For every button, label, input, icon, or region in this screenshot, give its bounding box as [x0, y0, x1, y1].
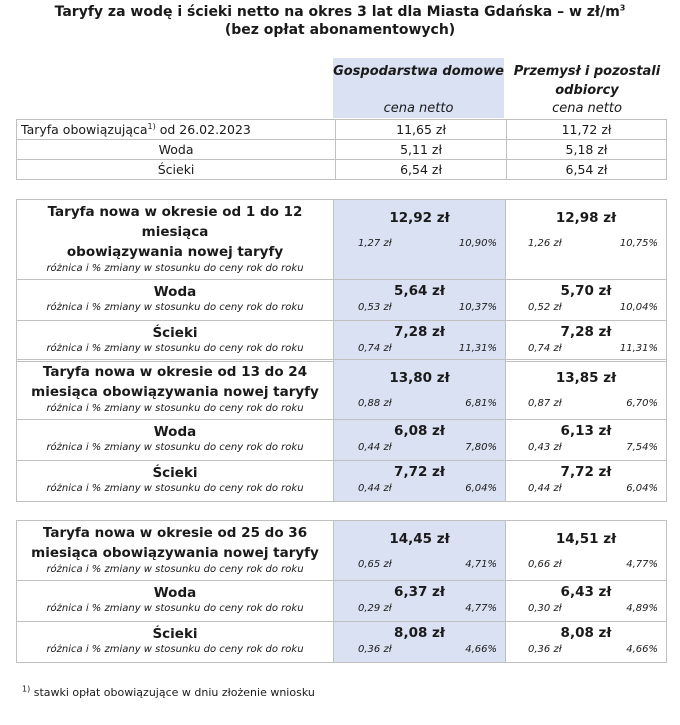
footnote-marker: 1)	[22, 684, 31, 694]
current-tariff-label: Taryfa obowiązująca$^{1)}$ od 26.02.2023	[17, 120, 336, 140]
table-row	[17, 280, 667, 321]
diff-row: 0,65 zł 4,71%	[358, 559, 497, 570]
current-sewage-households: 6,54 zł	[336, 160, 507, 180]
diff-row: 0,43 zł 7,54%	[528, 442, 658, 453]
current-sewage-industry: 6,54 zł	[507, 160, 667, 180]
diff-row: 0,52 zł 10,04%	[528, 302, 658, 313]
sewage-industry: 7,72 zł	[560, 464, 612, 480]
tariff-block-2	[16, 359, 667, 502]
water-households: 6,37 zł	[394, 584, 445, 600]
column-subtitle-households: cena netto	[383, 101, 454, 116]
table-row	[17, 581, 667, 622]
water-households: 6,08 zł	[394, 423, 445, 439]
change-note: różnica i % zmiany w stosunku do ceny rok do roku	[46, 644, 304, 655]
change-note: różnica i % zmiany w stosunku do ceny rok do roku	[46, 603, 304, 614]
diff-row: 0,36 zł 4,66%	[528, 644, 658, 655]
current-sewage-label: Ścieki	[17, 160, 336, 180]
sewage-households: 8,08 zł	[394, 625, 445, 641]
tariff-block-3	[16, 520, 667, 663]
current-water-industry: 5,18 zł	[507, 140, 667, 160]
households-cell	[334, 200, 506, 280]
current-water-label: Woda	[17, 140, 336, 160]
water-industry: 6,43 zł	[560, 584, 612, 600]
change-note: różnica i % zmiany w stosunku do ceny rok do roku	[46, 564, 304, 575]
table-row	[17, 521, 667, 581]
page-title	[0, 4, 680, 20]
column-header-households	[333, 58, 504, 118]
total-households: 14,45 zł	[389, 531, 450, 547]
column-title-industry: Przemysł i pozostali odbiorcy	[513, 64, 661, 98]
total-households: 12,92 zł	[389, 210, 450, 226]
diff-row: 0,66 zł 4,77%	[528, 559, 658, 570]
diff-row: 0,36 zł 4,66%	[358, 644, 497, 655]
diff-row: 0,74 zł 11,31%	[528, 343, 658, 354]
column-header-industry	[507, 58, 667, 118]
change-note: różnica i % zmiany w stosunku do ceny rok do roku	[46, 263, 304, 274]
current-tariff-table	[16, 119, 667, 180]
diff-row: 0,30 zł 4,89%	[528, 603, 658, 614]
diff-row: 0,44 zł 7,80%	[358, 442, 497, 453]
sewage-label: Ścieki	[152, 325, 198, 341]
diff-row: 0,74 zł 11,31%	[358, 343, 497, 354]
sewage-label: Ścieki	[152, 626, 198, 642]
title-superscript: 3	[619, 3, 626, 13]
page-subtitle: (bez opłat abonamentowych)	[224, 22, 456, 38]
total-industry: 14,51 zł	[555, 531, 617, 547]
table-row	[17, 321, 667, 362]
sewage-households: 7,28 zł	[394, 324, 445, 340]
water-label: Woda	[153, 284, 197, 300]
water-industry: 6,13 zł	[560, 423, 612, 439]
diff-row: 0,53 zł 10,37%	[358, 302, 497, 313]
table-row	[17, 160, 667, 180]
total-industry: 13,85 zł	[555, 370, 617, 386]
total-households: 13,80 zł	[389, 370, 450, 386]
change-note: różnica i % zmiany w stosunku do ceny rok do roku	[46, 343, 304, 354]
table-row	[17, 420, 667, 461]
footnote	[22, 686, 315, 699]
change-note: różnica i % zmiany w stosunku do ceny rok do roku	[46, 403, 304, 414]
diff-row: 1,27 zł 10,90%	[358, 238, 497, 249]
block-label-cell	[17, 200, 334, 280]
sewage-label: Ścieki	[152, 465, 198, 481]
block-title: Taryfa nowa w okresie od 25 do 36 miesiąca obowiązywania nowej taryfy	[31, 525, 319, 561]
tariff-block-1	[16, 199, 667, 362]
diff-row: 0,44 zł 6,04%	[358, 483, 497, 494]
footnote-text: stawki opłat obowiązujące w dniu złożenie wniosku	[30, 686, 315, 699]
water-label: Woda	[153, 424, 197, 440]
current-total-households: 11,65 zł	[336, 120, 507, 140]
block-title: Taryfa nowa w okresie od 13 do 24 miesiąca obowiązywania nowej taryfy	[31, 364, 319, 400]
diff-row: 0,88 zł 6,81%	[358, 398, 497, 409]
table-row	[17, 120, 667, 140]
water-households: 5,64 zł	[394, 283, 445, 299]
title-text: Taryfy za wodę i ścieki netto na okres 3 lat dla Miasta Gdańska – w zł/m	[54, 4, 620, 20]
change-note: różnica i % zmiany w stosunku do ceny rok do roku	[46, 442, 304, 453]
water-industry: 5,70 zł	[560, 283, 612, 299]
table-row	[17, 200, 667, 280]
sewage-industry: 7,28 zł	[560, 324, 612, 340]
change-note: różnica i % zmiany w stosunku do ceny rok do roku	[46, 302, 304, 313]
table-row	[17, 140, 667, 160]
table-row	[17, 360, 667, 420]
current-water-households: 5,11 zł	[336, 140, 507, 160]
sewage-industry: 8,08 zł	[560, 625, 612, 641]
diff-row: 0,29 zł 4,77%	[358, 603, 497, 614]
footnote-marker: 1)	[147, 121, 156, 131]
diff-row: 0,87 zł 6,70%	[528, 398, 658, 409]
diff-row: 0,44 zł 6,04%	[528, 483, 658, 494]
sewage-households: 7,72 zł	[394, 464, 445, 480]
change-note: różnica i % zmiany w stosunku do ceny rok do roku	[46, 483, 304, 494]
block-title: Taryfa nowa w okresie od 1 do 12 miesiąca obowiązywania nowej taryfy	[47, 204, 303, 260]
water-label: Woda	[153, 585, 197, 601]
current-total-industry: 11,72 zł	[507, 120, 667, 140]
table-row	[17, 622, 667, 663]
table-row	[17, 461, 667, 502]
column-title-households: Gospodarstwa domowe	[333, 64, 504, 79]
total-industry: 12,98 zł	[555, 210, 617, 226]
industry-cell	[506, 200, 667, 280]
diff-row: 1,26 zł 10,75%	[528, 238, 658, 249]
column-subtitle-industry: cena netto	[552, 101, 622, 116]
